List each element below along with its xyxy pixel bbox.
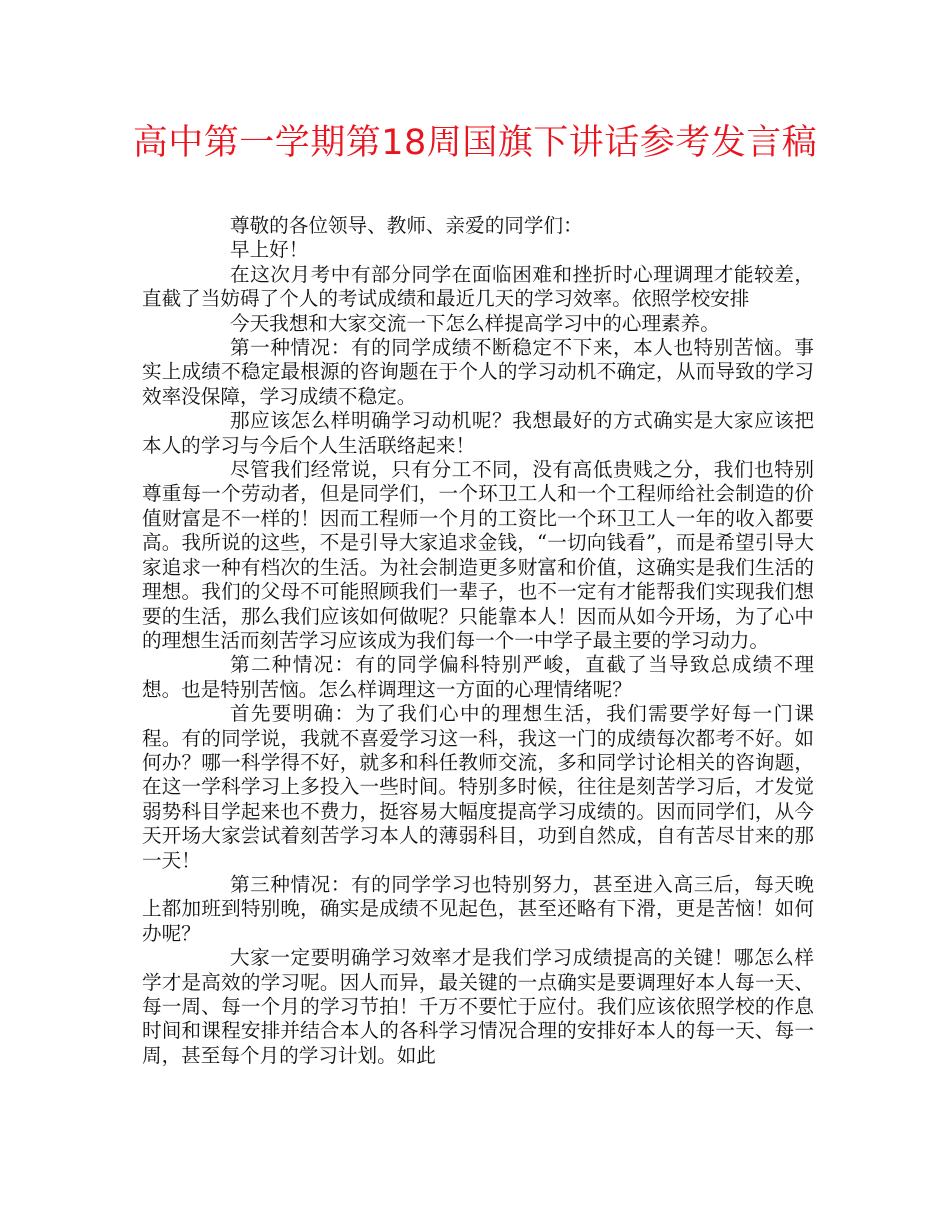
paragraph: 第二种情况：有的同学偏科特别严峻，直截了当导致总成绩不理想。也是特别苦恼。怎么样调理这一方面的心理情绪呢？ xyxy=(142,653,814,701)
paragraph: 第一种情况：有的同学成绩不断稳定不下来，本人也特别苦恼。事实上成绩不稳定最根源的咨询题在于个人的学习动机不确定，从而导致的学习效率没保障，学习成绩不稳定。 xyxy=(142,336,814,408)
paragraph: 大家一定要明确学习效率才是我们学习成绩提高的关键！哪怎么样学才是高效的学习呢。因人而异，最关键的一点确实是要调理好本人每一天、每一周、每一个月的学习节拍！千万不要忙于应付。我们应该依照学校的作息时间和课程安排并结合本人的各科学习情况合理的安排好本人的每一天、每一周，甚至每个月的学习计划。如此 xyxy=(142,946,814,1067)
paragraph: 今天我想和大家交流一下怎么样提高学习中的心理素养。 xyxy=(230,311,720,335)
paragraph: 首先要明确：为了我们心中的理想生活，我们需要学好每一门课程。有的同学说，我就不喜爱学习这一科，我这一门的成绩每次都考不好。如何办？哪一科学得不好，就多和科任教师交流，多和同学讨论相关的咨询题，在这一学科学习上多投入一些时间。特别多时候，往往是刻苦学习后，才发觉弱势科目学起来也不费力，挺容易大幅度提高学习成绩的。因而同学们，从今天开场大家尝试着刻苦学习本人的薄弱科目，功到自然成，自有苦尽甘来的那一天！ xyxy=(142,702,814,872)
paragraph-salutation: 尊敬的各位领导、教师、亲爱的同学们： xyxy=(230,214,583,237)
paragraph: 在这次月考中有部分同学在面临困难和挫折时心理调理才能较差，直截了当妨碍了个人的考试成绩和最近几天的学习效率。依照学校安排 xyxy=(142,262,814,311)
paragraph-greeting: 早上好！ xyxy=(230,238,309,262)
paragraph: 尽管我们经常说，只有分工不同，没有高低贵贱之分，我们也特别尊重每一个劳动者，但是同学们，一个环卫工人和一个工程师给社会制造的价值财富是不一样的！因而工程师一个月的工资比一个环卫工人一年的收入都要高。我所说的这些，不是引导大家追求金钱，“一切向钱看”，而是希望引导大家追求一种有档次的生活。为社会制造更多财富和价值，这确实是我们生活的理想。我们的父母不可能照顾我们一辈子，也不一定有才能帮我们实现我们想要的生活，那么我们应该如何做呢？只能靠本人！因而从如今开场，为了心中的理想生活而刻苦学习应该成为我们每一个一中学子最主要的学习动力。 xyxy=(142,458,814,652)
paragraph: 第三种情况：有的同学学习也特别努力，甚至进入高三后，每天晚上都加班到特别晚，确实是成绩不见起色，甚至还略有下滑，更是苦恼！如何办呢？ xyxy=(142,872,814,945)
document-body xyxy=(142,214,814,1068)
document-title: 高中第一学期第18周国旗下讲话参考发言稿 xyxy=(132,123,818,163)
paragraph: 那应该怎么样明确学习动机呢？我想最好的方式确实是大家应该把本人的学习与今后个人生活联络起来！ xyxy=(142,409,814,457)
